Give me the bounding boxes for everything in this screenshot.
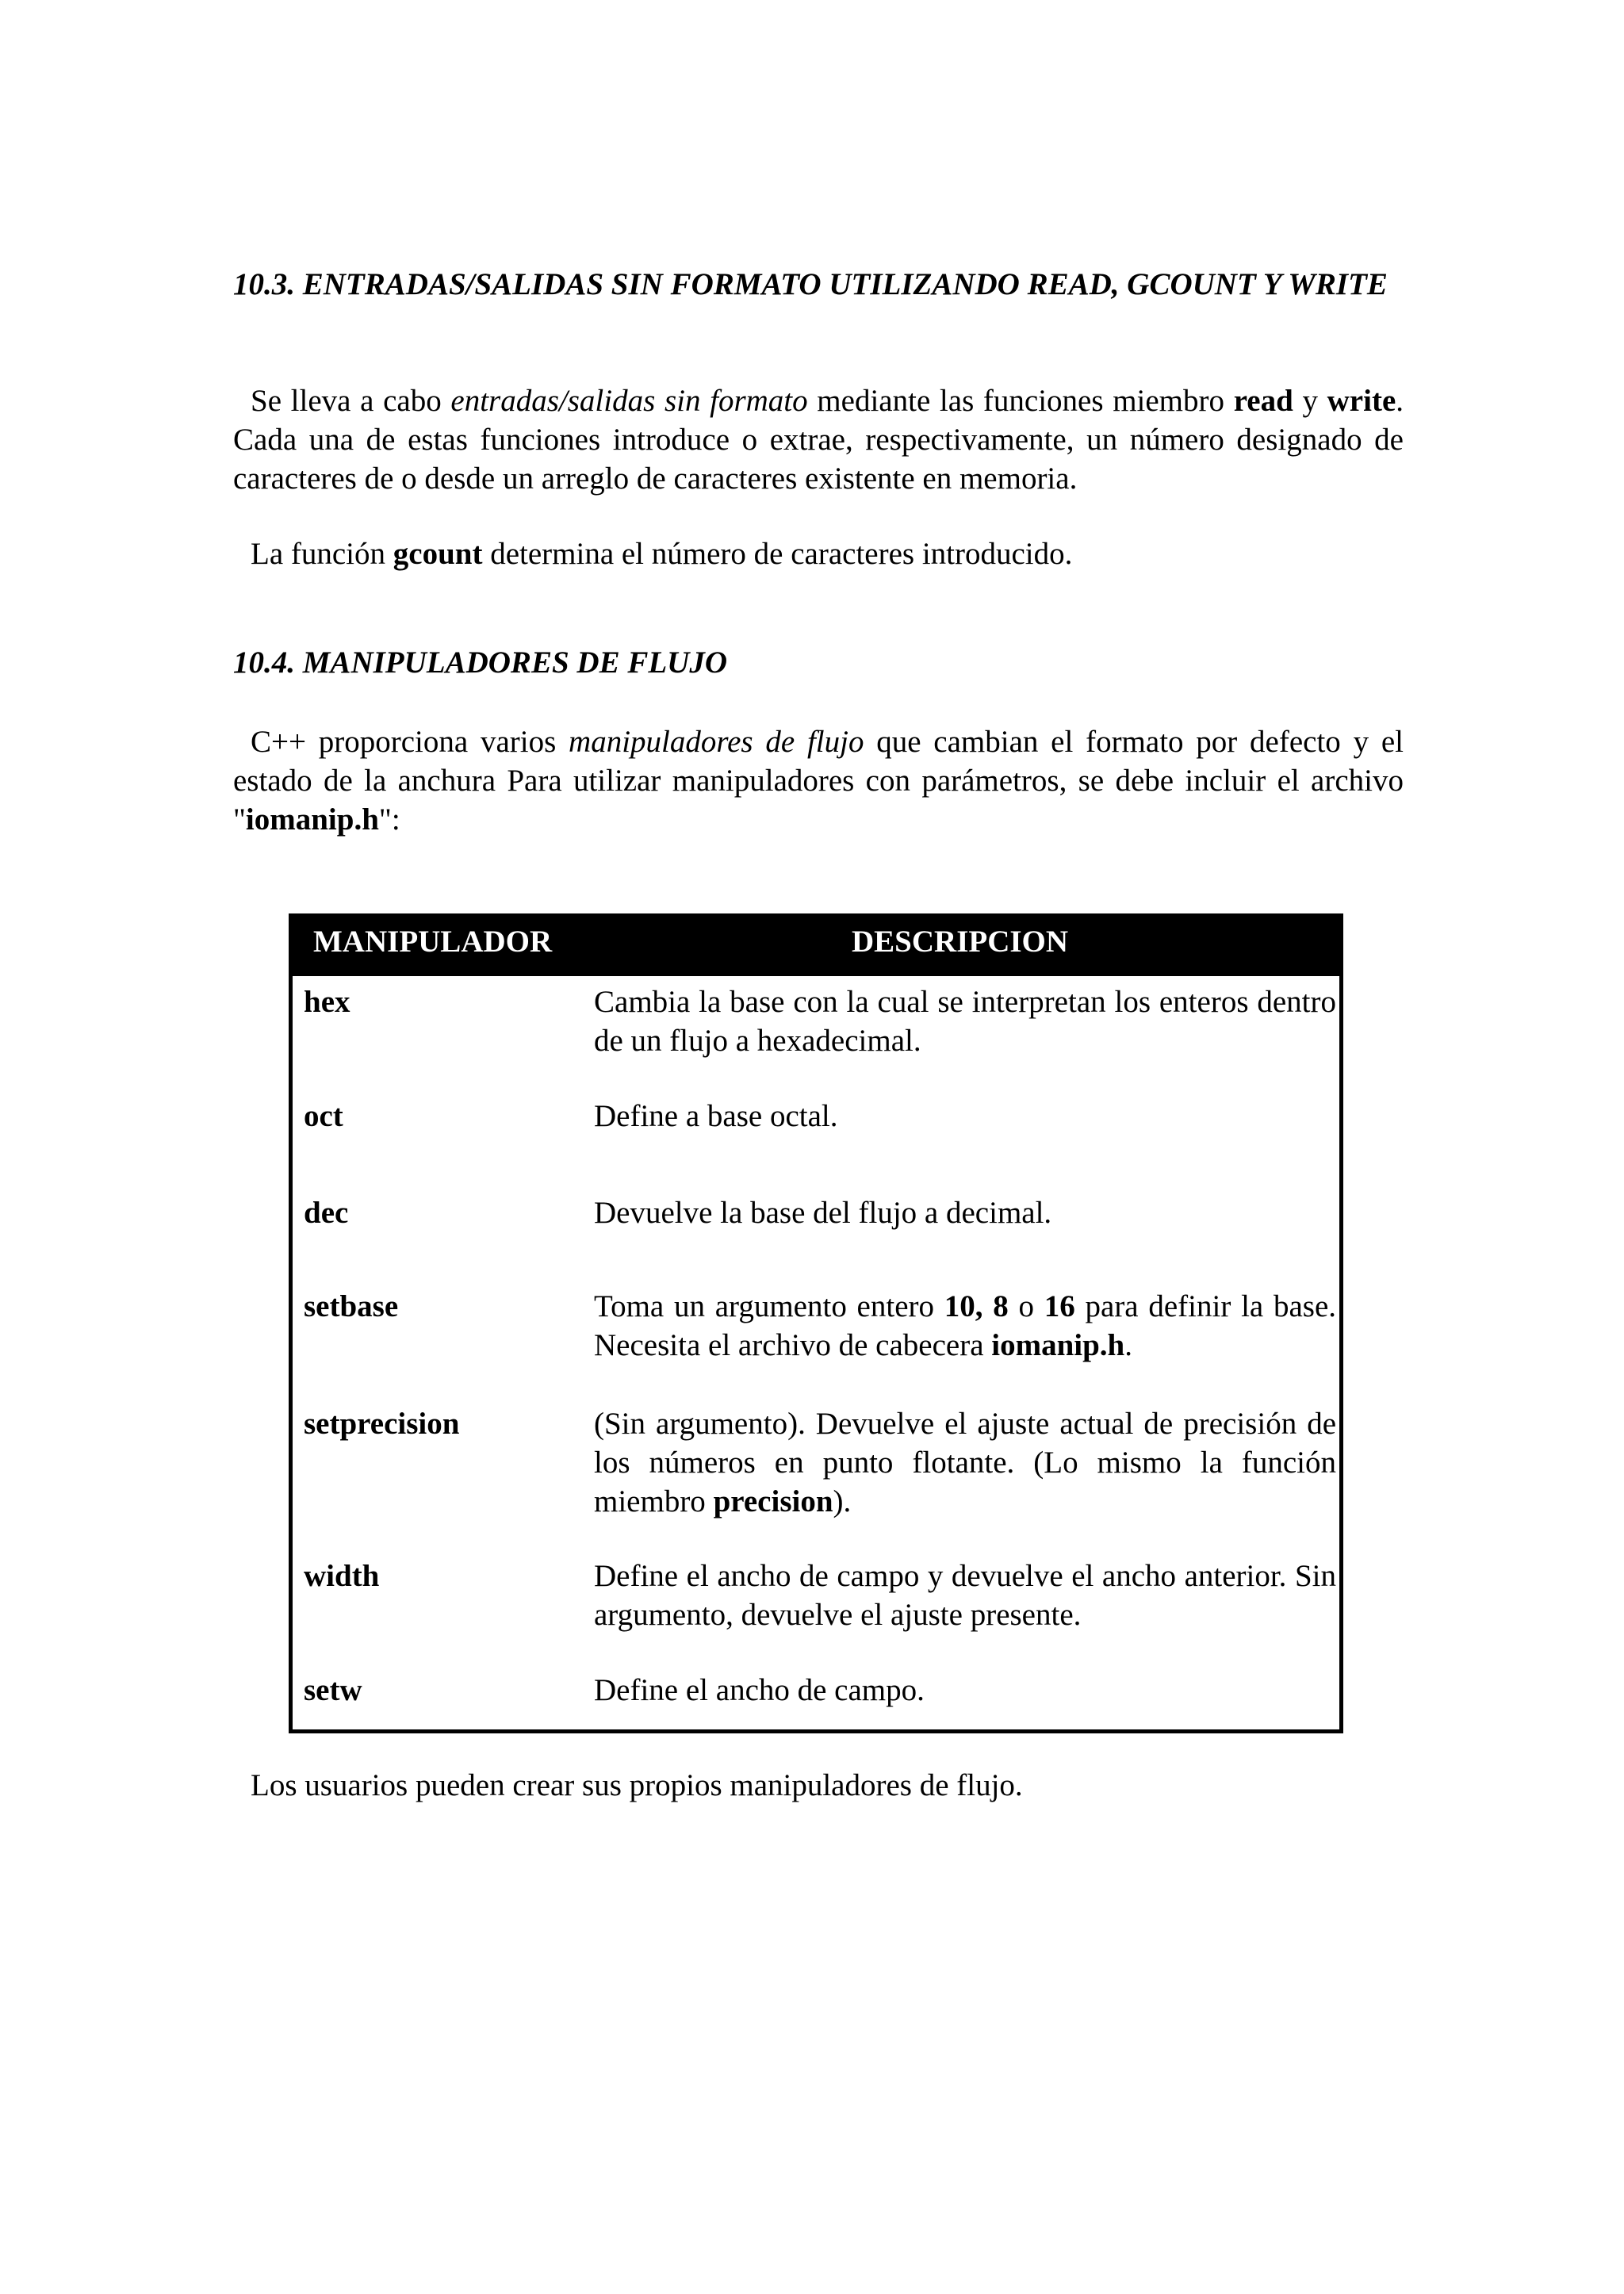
description-keyword: 16 <box>1044 1289 1075 1323</box>
description-text: Define el ancho de campo y devuelve el ancho anterior. Sin argumento, devuelve el ajuste presente. <box>594 1559 1336 1632</box>
manipulator-description <box>594 1097 1336 1136</box>
description-text: para definir la base. Necesita el archivo de cabecera <box>594 1289 1337 1362</box>
manipulator-description <box>594 1193 1336 1232</box>
description-text: Devuelve la base del flujo a decimal. <box>594 1196 1052 1230</box>
section-heading-10-4: 10.4. MANIPULADORES DE FLUJO <box>233 645 727 680</box>
description-text: (Sin argumento). Devuelve el ajuste actual de precisión de los números en punto flotante. (Lo mismo la función miembro <box>594 1407 1336 1518</box>
description-text: o <box>1008 1289 1044 1323</box>
description-keyword: 10, 8 <box>944 1289 1009 1323</box>
paragraph-gcount <box>233 534 1404 573</box>
keyword-iomanip: iomanip.h <box>245 802 379 837</box>
paragraph-unformatted-io <box>233 381 1404 498</box>
manipulator-description <box>594 982 1336 1060</box>
description-text: ). <box>833 1484 852 1518</box>
manipulator-name: width <box>304 1559 380 1593</box>
text: y <box>1293 384 1327 418</box>
text: . Cada una de estas funciones introduce o extrae, respectivamente, un número designado de caracteres de o desde un arreglo de caracteres existente en memoria. <box>233 384 1404 496</box>
paragraph-manipulators <box>233 722 1404 839</box>
text: mediante las funciones miembro <box>807 384 1234 418</box>
description-text: Toma un argumento entero <box>594 1289 944 1323</box>
text: ": <box>378 802 400 837</box>
keyword-read: read <box>1233 384 1293 418</box>
table-header <box>293 917 1339 976</box>
description-text: . <box>1124 1328 1132 1362</box>
text: C++ proporciona varios <box>251 725 569 759</box>
description-keyword: precision <box>713 1484 833 1518</box>
text: que cambian el formato por defecto y el estado de la anchura Para utilizar manipuladores con parámetros, se debe incluir el archivo " <box>233 725 1404 837</box>
manipulator-description <box>594 1287 1336 1365</box>
manipulator-name: dec <box>304 1196 349 1230</box>
description-keyword: iomanip.h <box>991 1328 1125 1362</box>
text: determina el número de caracteres introducido. <box>482 537 1073 571</box>
manipulator-description <box>594 1404 1336 1521</box>
manipulators-table <box>289 913 1343 1733</box>
description-text: Define el ancho de campo. <box>594 1673 925 1707</box>
keyword-gcount: gcount <box>393 537 483 571</box>
manipulator-description <box>594 1557 1336 1634</box>
description-text: Define a base octal. <box>594 1099 838 1133</box>
emphasis: manipuladores de flujo <box>569 725 864 759</box>
section-heading-10-3: 10.3. ENTRADAS/SALIDAS SIN FORMATO UTILIZANDO READ, GCOUNT Y WRITE <box>233 267 1388 301</box>
manipulator-name: oct <box>304 1099 343 1133</box>
keyword-write: write <box>1327 384 1396 418</box>
emphasis: entradas/salidas sin formato <box>450 384 808 418</box>
text: La función <box>251 537 393 571</box>
closing-paragraph <box>233 1766 1404 1805</box>
column-header-description: DESCRIPCION <box>852 925 1069 959</box>
manipulator-description <box>594 1671 1336 1710</box>
manipulator-name: setprecision <box>304 1407 460 1441</box>
manipulator-name: setw <box>304 1673 362 1707</box>
text: Los usuarios pueden crear sus propios manipuladores de flujo. <box>251 1768 1023 1802</box>
manipulator-name: hex <box>304 985 350 1019</box>
description-text: Cambia la base con la cual se interpretan los enteros dentro de un flujo a hexadecimal. <box>594 985 1336 1058</box>
column-header-manipulator: MANIPULADOR <box>313 925 553 959</box>
manipulator-name: setbase <box>304 1289 399 1323</box>
text: Se lleva a cabo <box>251 384 451 418</box>
